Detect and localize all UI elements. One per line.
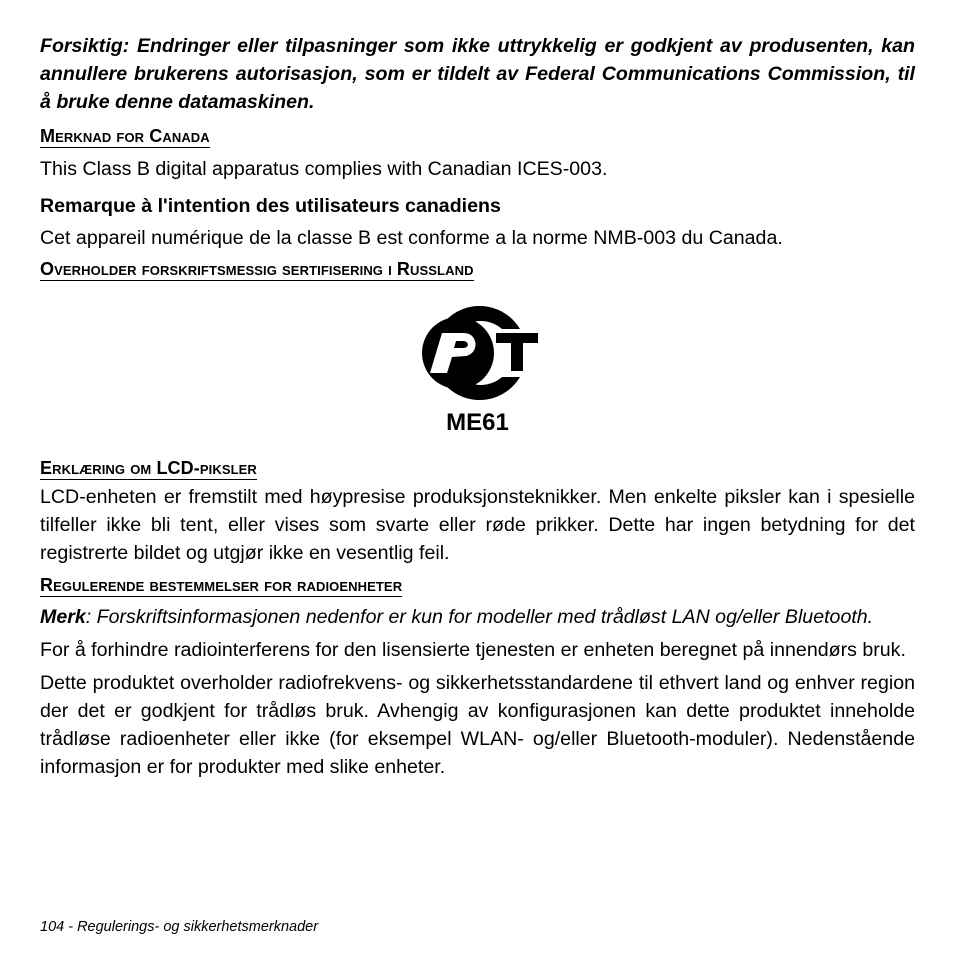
certification-code: ME61 — [446, 409, 509, 436]
radio-note — [40, 603, 915, 631]
document-page — [40, 32, 915, 781]
page-footer: 104 - Regulerings- og sikkerhetsmerknader — [40, 919, 319, 935]
russia-heading: Overholder forskriftsmessig sertifisering i Russland — [40, 259, 474, 279]
radio-paragraph-1: For å forhindre radiointerferens for den lisensierte tjenesten er enheten beregnet på innendørs bruk. — [40, 639, 906, 661]
radio-heading: Regulerende bestemmelser for radioenheter — [40, 575, 403, 595]
fcc-warning: Forsiktig: Endringer eller tilpasninger som ikke uttrykkelig er godkjent av produsenten, kan annullere brukerens autorisasjon, som er tildelt av Federal Communications Commission, til å bruke denne datamaskinen. — [40, 35, 915, 113]
lcd-heading: Erklæring om LCD-piksler — [40, 458, 257, 478]
note-label: Merk — [40, 606, 86, 628]
canada-french-statement: Cet appareil numérique de la classe B est conforme a la norme NMB-003 du Canada. — [40, 227, 783, 249]
note-text: : Forskriftsinformasjonen nedenfor er kun for modeller med trådløst LAN og/eller Bluetooth. — [85, 606, 874, 628]
gost-pct-certification-mark-icon — [416, 303, 540, 403]
radio-paragraph-2: Dette produktet overholder radiofrekvens- og sikkerhetsstandardene til ethvert land og enhver region der det er godkjent for trådløs bruk. Avhengig av konfigurasjonen kan dette produktet inneholde trådløse radioenheter eller ikke (for eksempel WLAN- og/eller Bluetooth-moduler). Nedenstående informasjon er for produkter med slike enheter. — [40, 672, 915, 778]
canada-french-heading: Remarque à l'intention des utilisateurs canadiens — [40, 195, 501, 217]
russia-certification — [40, 303, 915, 437]
lcd-text: LCD-enheten er fremstilt med høypresise produksjonsteknikker. Men enkelte piksler kan i spesielle tilfeller ikke bli tent, eller vises som svarte eller røde prikker. Dette har ingen betydning for det registrerte bildet og utgjør ikke en vesentlig feil. — [40, 486, 915, 564]
canada-statement: This Class B digital apparatus complies with Canadian ICES-003. — [40, 158, 608, 180]
canada-heading: Merknad for Canada — [40, 126, 210, 146]
